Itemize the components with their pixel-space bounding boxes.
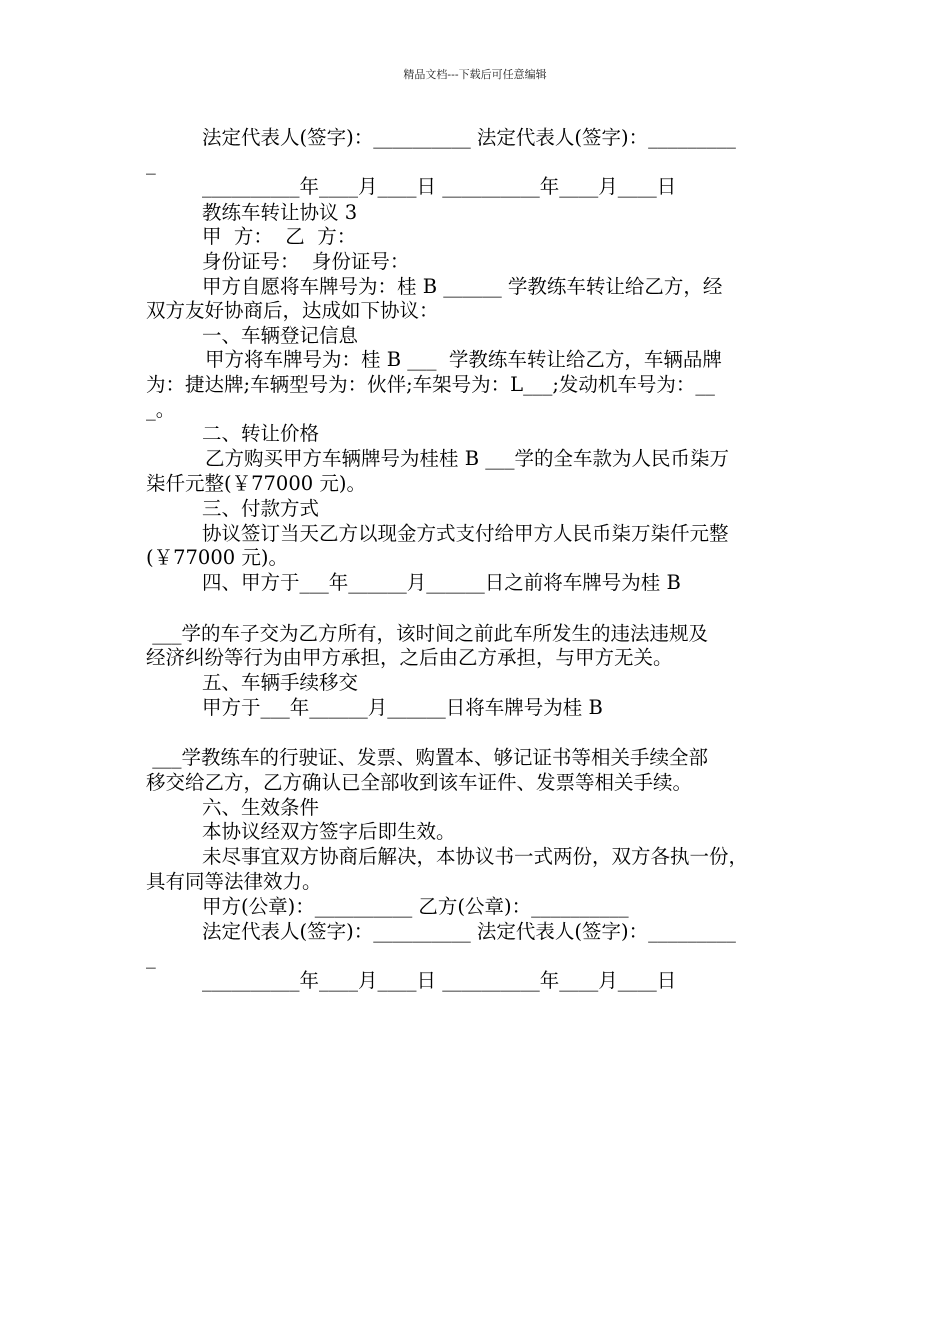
document-line: 三、付款方式 — [202, 497, 320, 520]
document-line: 身份证号： 身份证号： — [202, 250, 410, 273]
document-line: ___学教练车的行驶证、发票、购置本、够记证书等相关手续全部 — [146, 746, 708, 769]
document-line: 六、生效条件 — [202, 796, 320, 819]
document-line: 教练车转让协议 3 — [202, 201, 358, 224]
document-line: 法定代表人(签字)：__________ 法定代表人(签字)：_________ — [202, 920, 736, 943]
document-line: 甲 方： 乙 方： — [202, 225, 357, 248]
document-line: 未尽事宜双方协商后解决，本协议书一式两份，双方各执一份， — [202, 845, 749, 868]
document-line: _ — [146, 946, 156, 969]
document-line: 甲方于___年______月______日将车牌号为桂 B — [202, 696, 603, 719]
document-line: 具有同等法律效力。 — [146, 870, 322, 893]
document-line: 法定代表人(签字)：__________ 法定代表人(签字)：_________ — [202, 126, 736, 149]
document-line: 本协议经双方签字后即生效。 — [202, 820, 456, 843]
page-header: 精品文档---下载后可任意编辑 — [403, 68, 547, 81]
document-line: 五、车辆手续移交 — [202, 671, 359, 694]
document-line: 双方友好协商后，达成如下协议： — [146, 299, 439, 322]
document-line: __________年____月____日 __________年____月____日 — [202, 175, 677, 198]
document-line: 协议签订当天乙方以现金方式支付给甲方人民币柒万柒仟元整 — [202, 522, 729, 545]
document-line: __________年____月____日 __________年____月____日 — [202, 969, 677, 992]
document-line: _。 — [146, 398, 176, 421]
document-line: 移交给乙方，乙方确认已全部收到该车证件、发票等相关手续。 — [146, 771, 693, 794]
document-line: 乙方购买甲方车辆牌号为桂桂 B ___学的全车款为人民币柒万 — [205, 447, 729, 470]
document-line: (￥77000 元)。 — [146, 546, 288, 569]
document-line: 经济纠纷等行为由甲方承担，之后由乙方承担，与甲方无关。 — [146, 646, 673, 669]
document-line: 一、车辆登记信息 — [202, 324, 359, 347]
document-line: 甲方(公章)：__________ 乙方(公章)：__________ — [202, 895, 629, 918]
document-line: ___学的车子交为乙方所有，该时间之前此车所发生的违法违规及 — [146, 622, 708, 645]
document-line: 甲方将车牌号为：桂 B ___ 学教练车转让给乙方，车辆品牌 — [205, 348, 722, 371]
document-line: 二、转让价格 — [202, 422, 320, 445]
document-line: 柒仟元整(￥77000 元)。 — [146, 472, 366, 495]
document-line: 甲方自愿将车牌号为：桂 B ______ 学教练车转让给乙方，经 — [202, 275, 723, 298]
document-line: 四、甲方于___年______月______日之前将车牌号为桂 B — [202, 571, 681, 594]
document-line: _ — [146, 152, 156, 175]
document-line: 为：捷达牌;车辆型号为：伙伴;车架号为：L___;发动机车号为：__ — [146, 373, 715, 396]
